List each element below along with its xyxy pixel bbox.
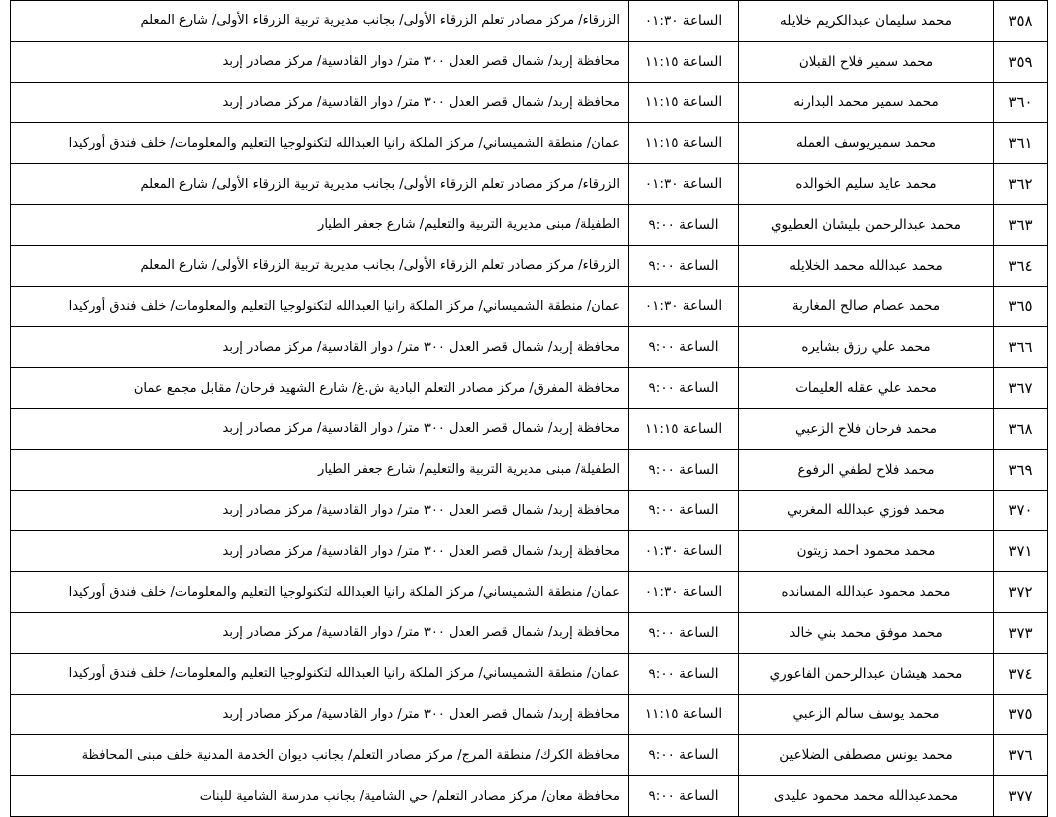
- exam-location: عمان/ منطقة الشميساني/ مركز الملكة رانيا العبدالله لتكنولوجيا التعليم والمعلومات/ خلف فندق أوركيدا: [11, 123, 629, 164]
- row-number: ٣٦٣: [994, 204, 1048, 245]
- row-number: ٣٧٥: [994, 694, 1048, 735]
- exam-location: الزرقاء/ مركز مصادر تعلم الزرقاء الأولى/ بجانب مديرية تربية الزرقاء الأولى/ شارع المعلم: [11, 164, 629, 205]
- exam-time: الساعة ٠١:٣٠: [629, 572, 739, 613]
- person-name: محمد سمير محمد البدارنه: [739, 82, 994, 123]
- exam-time: الساعة ١١:١٥: [629, 41, 739, 82]
- exam-time: الساعة ٩:٠٠: [629, 735, 739, 776]
- row-number: ٣٦٩: [994, 449, 1048, 490]
- person-name: محمد علي رزق بشايره: [739, 327, 994, 368]
- schedule-table-body: [11, 1, 1048, 817]
- exam-time: الساعة ١١:١٥: [629, 123, 739, 164]
- exam-location: محافظة معان/ مركز مصادر التعلم/ حي الشامية/ بجانب مدرسة الشامية للبنات: [11, 776, 629, 817]
- exam-time: الساعة ٩:٠٠: [629, 490, 739, 531]
- row-number: ٣٧٣: [994, 612, 1048, 653]
- person-name: محمد عايد سليم الخوالده: [739, 164, 994, 205]
- table-row: [11, 735, 1048, 776]
- table-row: [11, 572, 1048, 613]
- exam-time: الساعة ٠١:٣٠: [629, 164, 739, 205]
- table-row: [11, 612, 1048, 653]
- exam-time: الساعة ٩:٠٠: [629, 204, 739, 245]
- exam-location: عمان/ منطقة الشميساني/ مركز الملكة رانيا العبدالله لتكنولوجيا التعليم والمعلومات/ خلف فندق أوركيدا: [11, 286, 629, 327]
- row-number: ٣٦٧: [994, 368, 1048, 409]
- exam-location: محافظة الكرك/ منطقة المرج/ مركز مصادر التعلم/ بجانب ديوان الخدمة المدنية خلف مبنى المحافظة: [11, 735, 629, 776]
- table-row: [11, 286, 1048, 327]
- person-name: محمد عبدالله محمد الخلايله: [739, 245, 994, 286]
- row-number: ٣٦١: [994, 123, 1048, 164]
- row-number: ٣٥٩: [994, 41, 1048, 82]
- person-name: محمدعبدالله محمد محمود عليدى: [739, 776, 994, 817]
- exam-location: محافظة إربد/ شمال قصر العدل ٣٠٠ متر/ دوار القادسية/ مركز مصادر إربد: [11, 531, 629, 572]
- exam-time: الساعة ٩:٠٠: [629, 653, 739, 694]
- table-row: [11, 776, 1048, 817]
- row-number: ٣٧٤: [994, 653, 1048, 694]
- person-name: محمد سليمان عبدالكريم خلايله: [739, 1, 994, 42]
- person-name: محمد عبدالرحمن بليشان العطيوي: [739, 204, 994, 245]
- row-number: ٣٦٤: [994, 245, 1048, 286]
- exam-location: الزرقاء/ مركز مصادر تعلم الزرقاء الأولى/ بجانب مديرية تربية الزرقاء الأولى/ شارع المعلم: [11, 245, 629, 286]
- exam-time: الساعة ١١:١٥: [629, 82, 739, 123]
- exam-location: محافظة إربد/ شمال قصر العدل ٣٠٠ متر/ دوار القادسية/ مركز مصادر إربد: [11, 408, 629, 449]
- row-number: ٣٥٨: [994, 1, 1048, 42]
- table-row: [11, 1, 1048, 42]
- exam-location: محافظة إربد/ شمال قصر العدل ٣٠٠ متر/ دوار القادسية/ مركز مصادر إربد: [11, 82, 629, 123]
- exam-time: الساعة ٠١:٣٠: [629, 1, 739, 42]
- table-row: [11, 368, 1048, 409]
- table-row: [11, 449, 1048, 490]
- table-row: [11, 164, 1048, 205]
- exam-location: محافظة إربد/ شمال قصر العدل ٣٠٠ متر/ دوار القادسية/ مركز مصادر إربد: [11, 327, 629, 368]
- exam-time: الساعة ٩:٠٠: [629, 245, 739, 286]
- exam-time: الساعة ١١:١٥: [629, 694, 739, 735]
- row-number: ٣٦٠: [994, 82, 1048, 123]
- person-name: محمد يوسف سالم الزعبي: [739, 694, 994, 735]
- row-number: ٣٦٦: [994, 327, 1048, 368]
- table-row: [11, 408, 1048, 449]
- person-name: محمد فوزي عبدالله المغربي: [739, 490, 994, 531]
- exam-time: الساعة ٩:٠٠: [629, 449, 739, 490]
- person-name: محمد سمير فلاح القبلان: [739, 41, 994, 82]
- table-row: [11, 82, 1048, 123]
- person-name: محمد موفق محمد بني خالد: [739, 612, 994, 653]
- table-row: [11, 694, 1048, 735]
- exam-location: عمان/ منطقة الشميساني/ مركز الملكة رانيا العبدالله لتكنولوجيا التعليم والمعلومات/ خلف فندق أوركيدا: [11, 572, 629, 613]
- row-number: ٣٦٨: [994, 408, 1048, 449]
- exam-time: الساعة ٠١:٣٠: [629, 286, 739, 327]
- schedule-table: [10, 0, 1048, 817]
- exam-time: الساعة ٠١:٣٠: [629, 531, 739, 572]
- person-name: محمد محمود عبدالله المسانده: [739, 572, 994, 613]
- person-name: محمد علي عقله العليمات: [739, 368, 994, 409]
- exam-time: الساعة ٩:٠٠: [629, 612, 739, 653]
- exam-location: محافظة إربد/ شمال قصر العدل ٣٠٠ متر/ دوار القادسية/ مركز مصادر إربد: [11, 490, 629, 531]
- person-name: محمد فرحان فلاح الزعبي: [739, 408, 994, 449]
- row-number: ٣٧٠: [994, 490, 1048, 531]
- table-row: [11, 204, 1048, 245]
- exam-time: الساعة ١١:١٥: [629, 408, 739, 449]
- row-number: ٣٦٢: [994, 164, 1048, 205]
- person-name: محمد فلاح لطفي الرفوع: [739, 449, 994, 490]
- table-row: [11, 653, 1048, 694]
- row-number: ٣٧٦: [994, 735, 1048, 776]
- exam-location: محافظة إربد/ شمال قصر العدل ٣٠٠ متر/ دوار القادسية/ مركز مصادر إربد: [11, 41, 629, 82]
- table-row: [11, 327, 1048, 368]
- exam-location: محافظة المفرق/ مركز مصادر التعلم البادية ش.غ/ شارع الشهيد فرحان/ مقابل مجمع عمان: [11, 368, 629, 409]
- person-name: محمد يونس مصطفى الضلاعين: [739, 735, 994, 776]
- exam-location: الزرقاء/ مركز مصادر تعلم الزرقاء الأولى/ بجانب مديرية تربية الزرقاء الأولى/ شارع المعلم: [11, 1, 629, 42]
- row-number: ٣٦٥: [994, 286, 1048, 327]
- table-row: [11, 490, 1048, 531]
- person-name: محمد هيشان عبدالرحمن الفاعوري: [739, 653, 994, 694]
- exam-time: الساعة ٩:٠٠: [629, 327, 739, 368]
- person-name: محمد سميريوسف العمله: [739, 123, 994, 164]
- exam-location: الطفيلة/ مبنى مديرية التربية والتعليم/ شارع جعفر الطيار: [11, 204, 629, 245]
- table-row: [11, 41, 1048, 82]
- exam-location: محافظة إربد/ شمال قصر العدل ٣٠٠ متر/ دوار القادسية/ مركز مصادر إربد: [11, 612, 629, 653]
- row-number: ٣٧١: [994, 531, 1048, 572]
- person-name: محمد عصام صالح المغاربة: [739, 286, 994, 327]
- table-row: [11, 123, 1048, 164]
- row-number: ٣٧٧: [994, 776, 1048, 817]
- exam-time: الساعة ٩:٠٠: [629, 368, 739, 409]
- row-number: ٣٧٢: [994, 572, 1048, 613]
- exam-location: محافظة إربد/ شمال قصر العدل ٣٠٠ متر/ دوار القادسية/ مركز مصادر إربد: [11, 694, 629, 735]
- exam-time: الساعة ٩:٠٠: [629, 776, 739, 817]
- table-row: [11, 245, 1048, 286]
- table-row: [11, 531, 1048, 572]
- exam-location: عمان/ منطقة الشميساني/ مركز الملكة رانيا العبدالله لتكنولوجيا التعليم والمعلومات/ خلف فندق أوركيدا: [11, 653, 629, 694]
- person-name: محمد محمود احمد زيتون: [739, 531, 994, 572]
- exam-location: الطفيلة/ مبنى مديرية التربية والتعليم/ شارع جعفر الطيار: [11, 449, 629, 490]
